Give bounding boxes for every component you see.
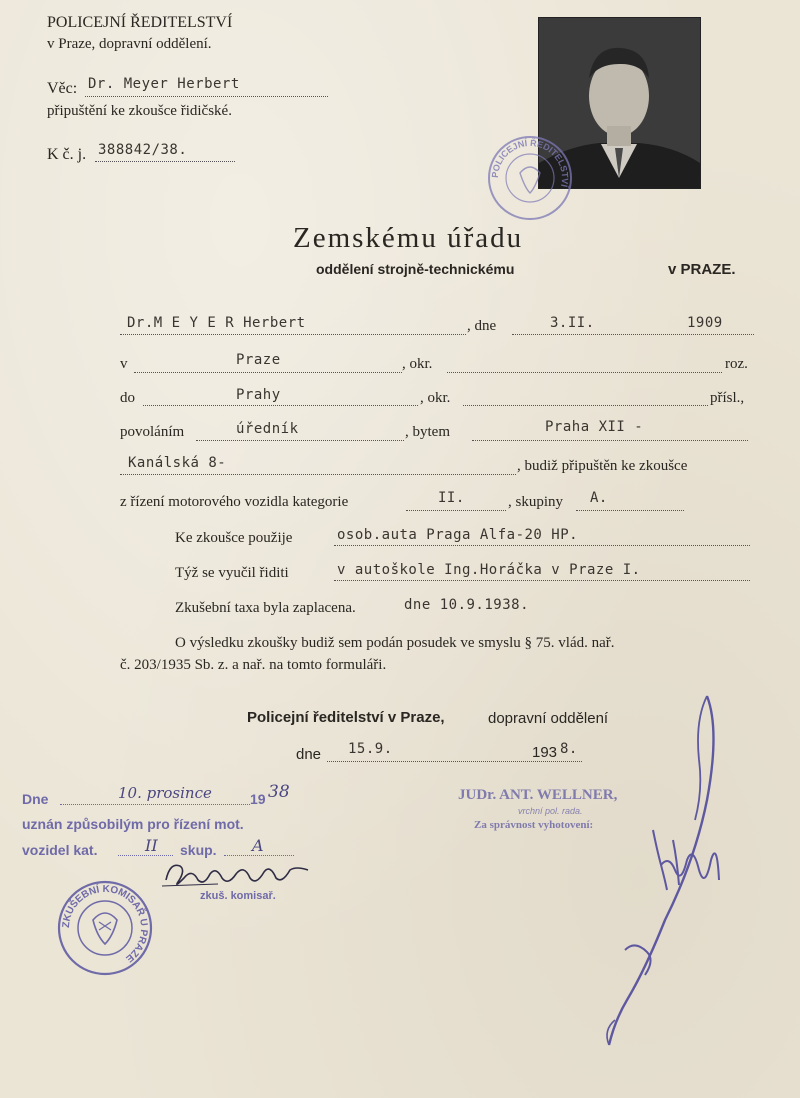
vehicle-category-label: z řízení motorového vozidla kategorie xyxy=(120,494,349,510)
learned-label: Týž se vyučil řiditi xyxy=(175,565,289,581)
exam-date-line xyxy=(60,804,250,805)
learned-value: v autoškole Ing.Horáčka v Praze I. xyxy=(337,562,641,578)
belongs-district-label: , okr. xyxy=(420,390,451,406)
addressee-department: oddělení strojně-technickému xyxy=(316,261,515,277)
subject-label: Věc: xyxy=(47,80,78,97)
residence-value: Praha XII - xyxy=(545,419,644,435)
commissar-label: zkuš. komisař. xyxy=(200,890,276,902)
addressee-title: Zemskému úřadu xyxy=(293,222,524,254)
commissar-signature-icon xyxy=(158,856,318,892)
subject-line xyxy=(85,96,328,97)
belongs-line xyxy=(143,405,418,406)
office-name: POLICEJNÍ ŘEDITELSTVÍ xyxy=(47,14,233,31)
birth-date-label: , dne xyxy=(467,318,497,334)
occupation-value: úředník xyxy=(236,421,299,437)
occupation-line xyxy=(196,440,404,441)
fee-label: Zkušební taxa byla zaplacena. xyxy=(175,600,356,616)
svg-text:POLICEJNÍ ŘEDITELSTVÍ xyxy=(490,137,570,189)
use-line xyxy=(334,545,750,546)
applicant-name: Dr.M E Y E R Herbert xyxy=(127,315,306,331)
group-line xyxy=(576,510,684,511)
subject-value: Dr. Meyer Herbert xyxy=(88,76,240,92)
group-label: , skupiny xyxy=(508,494,564,510)
name-line xyxy=(120,334,466,335)
fee-value: dne 10.9.1938. xyxy=(404,597,530,613)
ref-line xyxy=(95,161,235,162)
addressee-city: v PRAZE. xyxy=(668,261,736,278)
commissar-seal-icon xyxy=(55,878,155,978)
closing-year-prefix: 193 xyxy=(532,744,558,761)
street-value: Kanálská 8- xyxy=(128,455,227,471)
closing-office-bold: Policejní ředitelství v Praze, xyxy=(247,709,445,726)
birth-year: 1909 xyxy=(687,315,723,331)
official-rank: vrchní pol. rada. xyxy=(518,806,583,816)
residence-label: , bytem xyxy=(405,424,450,440)
closing-date-value: 15.9. xyxy=(348,741,393,757)
use-value: osob.auta Praga Alfa-20 HP. xyxy=(337,527,579,543)
belongs-value: Prahy xyxy=(236,387,281,403)
police-seal-icon xyxy=(485,133,575,223)
birthplace-line xyxy=(134,372,402,373)
official-name: JUDr. ANT. WELLNER, xyxy=(458,787,618,803)
prisl-label: přísl., xyxy=(710,390,745,406)
birthplace-value: Praze xyxy=(236,352,281,368)
closing-office-rest: dopravní oddělení xyxy=(488,710,609,727)
use-label: Ke zkoušce použije xyxy=(175,530,293,546)
exam-group-label: skup. xyxy=(180,842,217,858)
exam-group-handwritten: A xyxy=(252,836,264,855)
exam-year-handwritten: 38 xyxy=(268,782,290,802)
category-line xyxy=(406,510,506,511)
residence-line xyxy=(472,440,748,441)
belongs-district-line xyxy=(463,405,708,406)
birthplace-district-line xyxy=(447,372,722,373)
closing-year-suffix: 8. xyxy=(560,741,578,757)
exam-category-handwritten: II xyxy=(145,836,158,855)
learned-line xyxy=(334,580,750,581)
exam-category-label: vozidel kat. xyxy=(22,842,98,858)
birthplace-label: v xyxy=(120,356,128,372)
exam-approved-text: uznán způsobilým pro řízení mot. xyxy=(22,816,244,832)
birthplace-district-label: , okr. xyxy=(402,356,433,372)
exam-year-prefix: 19 xyxy=(250,791,266,807)
closing-date-label: dne xyxy=(296,746,322,763)
admitted-text: , budiž připuštěn ke zkoušce xyxy=(517,458,688,474)
birth-day: 3.II. xyxy=(550,315,595,331)
subject-line2: připuštění ke zkoušce řidičské. xyxy=(47,103,232,119)
result-text-line2: č. 203/1935 Sb. z. a nař. na tomto formuláři. xyxy=(120,657,387,673)
office-department: v Praze, dopravní oddělení. xyxy=(47,36,212,52)
exam-date-handwritten: 10. prosince xyxy=(118,784,212,802)
ref-label: K č. j. xyxy=(47,146,87,163)
occupation-label: povoláním xyxy=(120,424,185,440)
result-text-line1: O výsledku zkoušky budiž sem podán posudek ve smyslu § 75. vlád. nař. xyxy=(175,635,615,651)
ref-value: 388842/38. xyxy=(98,142,188,158)
birth-date-line xyxy=(512,334,754,335)
closing-date-line xyxy=(327,761,582,762)
street-line xyxy=(120,474,516,475)
group-value: A. xyxy=(590,490,608,506)
exam-dne-label: Dne xyxy=(22,791,49,807)
photo-seal-text: POLICEJNÍ ŘEDITELSTVÍ xyxy=(489,137,571,188)
roz-label: roz. xyxy=(725,356,748,372)
category-value: II. xyxy=(438,490,465,506)
official-note: Za správnost vyhotovení: xyxy=(474,819,594,831)
official-signature-icon xyxy=(595,690,735,1060)
belongs-label: do xyxy=(120,390,135,406)
commissar-seal-text: ZKUŠEBNÍ KOMISAŘ U PRAZE xyxy=(60,883,150,965)
